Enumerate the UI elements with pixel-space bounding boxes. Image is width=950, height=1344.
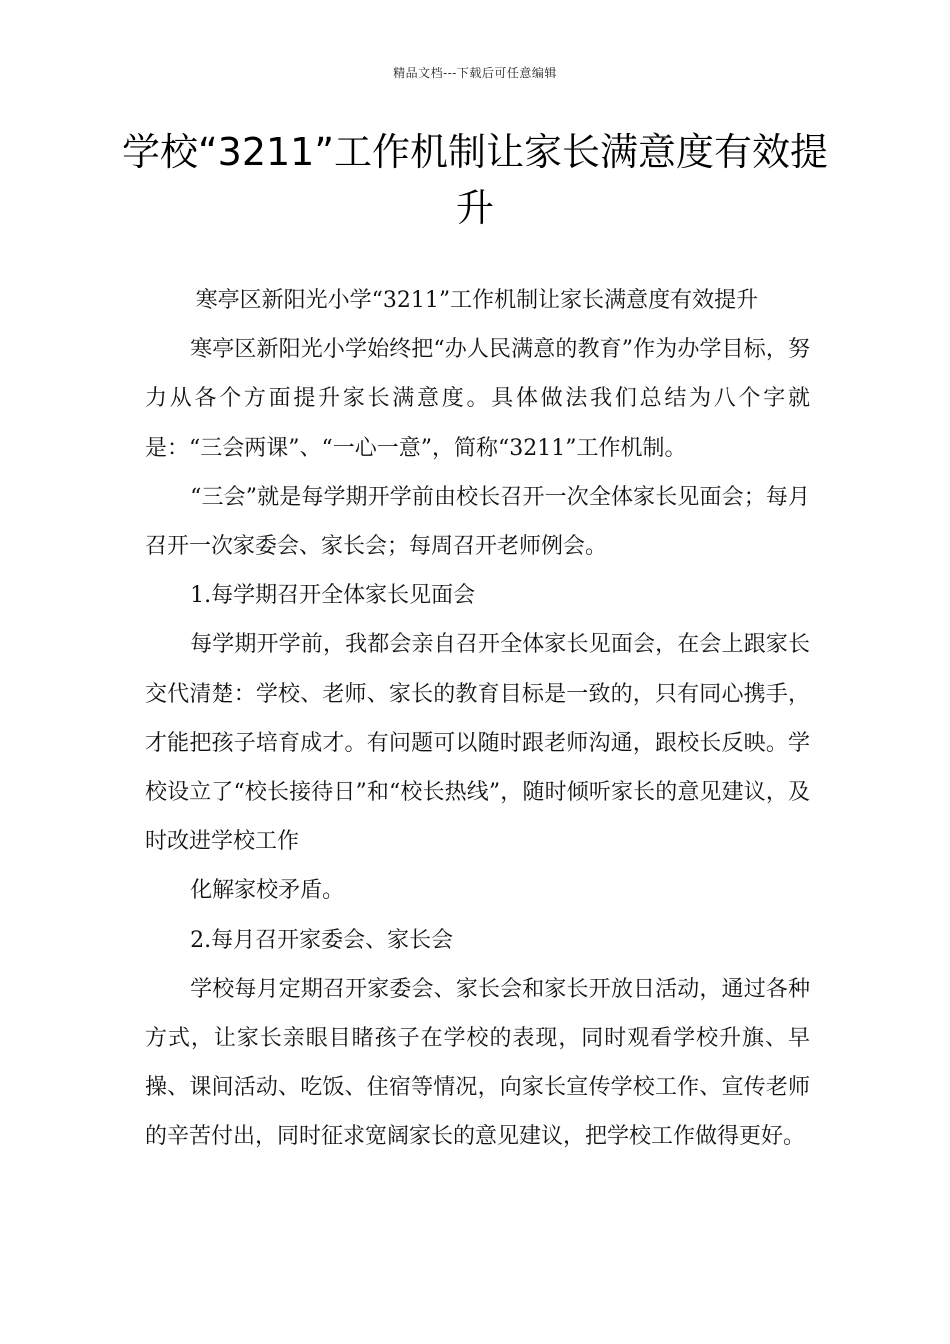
paragraph-resolve-conflicts: 化解家校矛盾。 bbox=[190, 878, 345, 904]
paragraph-subtitle: 寒亭区新阳光小学“3211”工作机制让家长满意度有效提升 bbox=[195, 288, 759, 313]
document-body bbox=[145, 276, 810, 1162]
section-heading-2: 2.每月召开家委会、家长会 bbox=[190, 927, 454, 953]
paragraph-monthly-meetings: 学校每月定期召开家委会、家长会和家长开放日活动，通过各种方式，让家长亲眼目睹孩子在学校的表现，同时观看学校升旗、早操、课间活动、吃饭、住宿等情况，向家长宣传学校工作、宣传老师的辛苦付出，同时征求宽阔家长的意见建议，把学校工作做得更好。 bbox=[145, 976, 810, 1150]
section-heading-1: 1.每学期召开全体家长见面会 bbox=[190, 583, 476, 609]
page-header: 精品文档---下载后可任意编辑 bbox=[393, 66, 557, 80]
paragraph-intro: 寒亭区新阳光小学始终把“办人民满意的教育”作为办学目标，努力从各个方面提升家长满意度。具体做法我们总结为八个字就是：“三会两课”、“一心一意”，简称“3211”工作机制。 bbox=[145, 337, 810, 461]
document-title: 学校“3211”工作机制让家长满意度有效提升 bbox=[121, 130, 829, 230]
paragraph-three-meetings: “三会”就是每学期开学前由校长召开一次全体家长见面会；每月召开一次家委会、家长会；每周召开老师例会。 bbox=[145, 484, 810, 560]
paragraph-parent-meeting: 每学期开学前，我都会亲自召开全体家长见面会，在会上跟家长交代清楚：学校、老师、家长的教育目标是一致的，只有同心携手，才能把孩子培育成才。有问题可以随时跟老师沟通，跟校长反映。学校设立了“校长接待日”和“校长热线”，随时倾听家长的意见建议，及时改进学校工作 bbox=[145, 632, 810, 855]
